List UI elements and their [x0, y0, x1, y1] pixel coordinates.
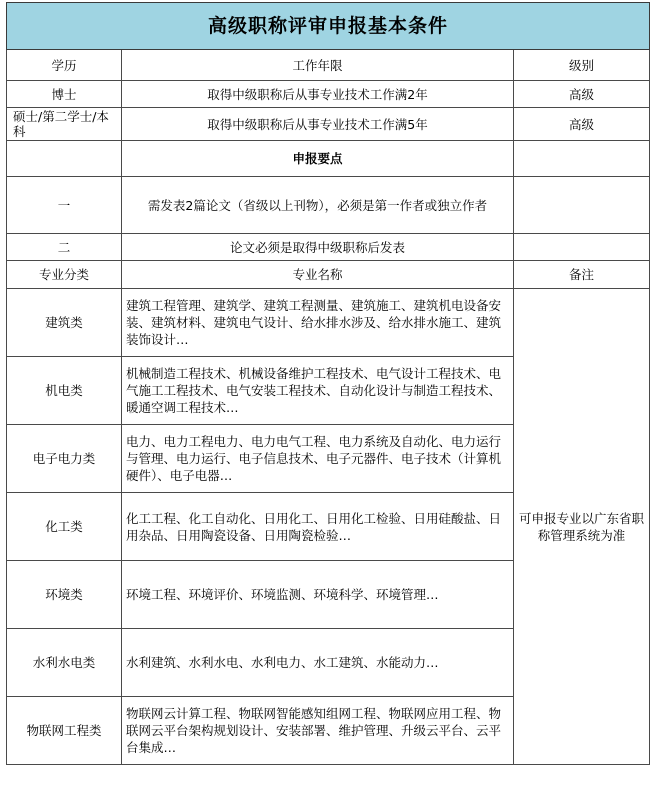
degree-cell: 硕士/第二学士/本科 [7, 108, 122, 141]
level-cell: 高级 [514, 108, 650, 141]
level-cell: 高级 [514, 81, 650, 108]
requirement-cell: 取得中级职称后从事专业技术工作满2年 [122, 81, 514, 108]
point-number: 二 [7, 234, 122, 261]
table-row [7, 234, 650, 261]
degree-cell: 博士 [7, 81, 122, 108]
category-name: 机电类 [7, 357, 122, 425]
category-name: 电子电力类 [7, 425, 122, 493]
table-row [7, 177, 650, 234]
category-name: 物联网工程类 [7, 697, 122, 765]
header-category: 专业分类 [7, 261, 122, 289]
remark-cell: 可申报专业以广东省职称管理系统为准 [514, 289, 650, 765]
point-text: 需发表2篇论文（省级以上刊物），必须是第一作者或独立作者 [122, 177, 514, 234]
sheet-title: 高级职称评审申报基本条件 [7, 3, 650, 50]
category-name: 化工类 [7, 493, 122, 561]
requirement-cell: 取得中级职称后从事专业技术工作满5年 [122, 108, 514, 141]
category-name: 环境类 [7, 561, 122, 629]
header-work-years: 工作年限 [122, 50, 514, 81]
table-row [7, 81, 650, 108]
table-row [7, 108, 650, 141]
header-level: 级别 [514, 50, 650, 81]
header-remark: 备注 [514, 261, 650, 289]
header-majors: 专业名称 [122, 261, 514, 289]
category-name: 建筑类 [7, 289, 122, 357]
point-number: 一 [7, 177, 122, 234]
key-points-heading: 申报要点 [122, 141, 514, 177]
category-majors: 水利建筑、水利水电、水利电力、水工建筑、水能动力… [122, 629, 514, 697]
conditions-table [6, 2, 650, 765]
header-education: 学历 [7, 50, 122, 81]
category-majors: 机械制造工程技术、机械设备维护工程技术、电气设计工程技术、电气施工工程技术、电气安装工程技术、自动化设计与制造工程技术、暖通空调工程技术… [122, 357, 514, 425]
category-majors: 环境工程、环境评价、环境监测、环境科学、环境管理… [122, 561, 514, 629]
conditions-sheet [6, 2, 649, 765]
point-text: 论文必须是取得中级职称后发表 [122, 234, 514, 261]
category-majors: 建筑工程管理、建筑学、建筑工程测量、建筑施工、建筑机电设备安装、建筑材料、建筑电气设计、给水排水涉及、给水排水施工、建筑装饰设计… [122, 289, 514, 357]
category-majors: 电力、电力工程电力、电力电气工程、电力系统及自动化、电力运行与管理、电力运行、电子信息技术、电子元器件、电子技术（计算机硬件）、电子电器… [122, 425, 514, 493]
table-row [7, 289, 650, 357]
category-majors: 化工工程、化工自动化、日用化工、日用化工检验、日用硅酸盐、日用杂品、日用陶瓷设备、日用陶瓷检验… [122, 493, 514, 561]
category-majors: 物联网云计算工程、物联网智能感知组网工程、物联网应用工程、物联网云平台架构规划设计、安装部署、维护管理、升级云平台、云平台集成… [122, 697, 514, 765]
category-name: 水利水电类 [7, 629, 122, 697]
